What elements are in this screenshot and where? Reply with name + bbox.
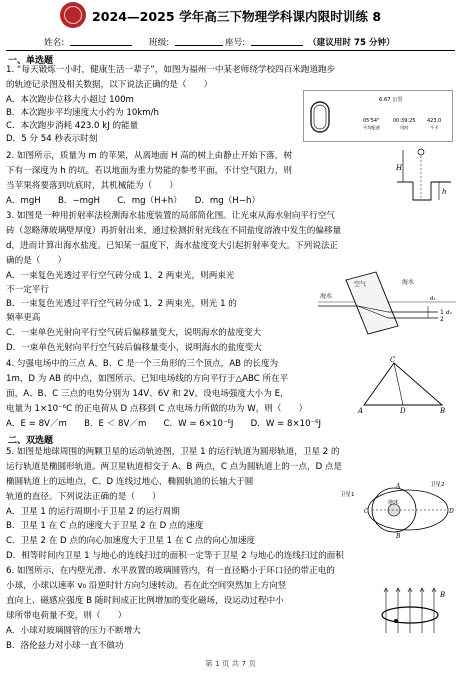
q4-stem-3: 面，A、B、C 三点的电势分别为 14V、6V 和 2V。设电场强度大小为 E， (6, 389, 289, 399)
figure-apple-fall (395, 146, 455, 206)
label-point-A: A (396, 483, 401, 490)
q5-stem-4: 轨道的直径。下列说法正确的是（ ） (6, 492, 161, 502)
run-duration: 00:39:25 (393, 118, 416, 124)
q3-stem-3: d，进而计算出海水盐度。已知某一温度下，海水盐度变大引起折射率变大。下列说法正 (6, 241, 339, 251)
q5-stem-2: 运行轨道是椭圆形轨道。两卫星轨道相交于 A、B 两点，C 点为圆轨道上的一点，D 点是 (6, 462, 343, 472)
q1-option-d[interactable]: D．5 分 54 秒表示时刻 (6, 134, 98, 144)
run-duration-label: 用时 (400, 125, 409, 130)
q2-stem-2: 下有一深度为 h 的坑。若以地面为重力势能的参考平面，不计空气阻力，则 (6, 166, 292, 176)
q1-option-a[interactable]: A．本次跑步位移大小超过 100m (6, 95, 134, 105)
pit-outline (413, 182, 431, 200)
figure-refraction-brick (318, 268, 456, 340)
q5-option-c[interactable]: C．卫星 2 在 D 点的向心加速度大于卫星 1 在 C 点的向心加速度 (6, 536, 256, 546)
charged-ball (394, 619, 398, 623)
label-H: H (396, 164, 403, 172)
figure-triangle-abc (350, 355, 452, 415)
page-footer: 第 1 页 共 7 页 (205, 659, 256, 668)
q3-option-a-1[interactable]: A．一束复色光透过平行空气砖分成 1、2 两束光，则两束光 (6, 271, 235, 281)
seat-blank[interactable] (251, 36, 303, 46)
label-B-field: B (440, 591, 446, 599)
label-point-D: D (449, 508, 454, 515)
section-double-choice: 二、双选题 (8, 436, 54, 446)
q5-option-a[interactable]: A．卫星 1 的运行周期小于卫星 2 的运行周期 (6, 507, 180, 517)
q3-stem-2: 砖（忽略薄玻璃壁厚度）再折射出来，通过检测折射光线在不同盐度溶液中发生的偏移量 (6, 226, 342, 236)
q1-stem-1: 1. “每天锻炼一小时，健康生活一辈子”，如图为福州一中某老师绕学校四百米跑道跑步 (6, 65, 336, 75)
q1-option-b[interactable]: B．本次跑步平均速度大小约为 10km/h (6, 108, 159, 118)
label-air: 空气 (354, 281, 367, 288)
name-label: 姓名: (44, 38, 65, 48)
label-seawater-right: 海水 (402, 279, 415, 286)
q3-option-d[interactable]: D．一束单色光射向平行空气砖后偏移量变小，说明海水的盐度变大 (6, 343, 262, 353)
label-satellite-1: 卫星1 (340, 492, 355, 498)
section-single-choice: 一、单选题 (8, 56, 54, 66)
label-point-C: C (364, 508, 369, 515)
q3-stem-1: 3. 如图是一种用折射率法检测海水盐度装置的局部简化图。让光束从海水射向平行空气 (6, 211, 335, 221)
page-title: 2024—2025 学年高三下物理学科课内限时训练 8 (92, 9, 382, 24)
q6-option-b[interactable]: B．洛伦兹力对小球一直不做功 (6, 641, 124, 651)
class-blank[interactable] (175, 36, 223, 46)
time-note: （建议用时 75 分钟） (308, 38, 395, 48)
q2-stem-3: 当苹果将要落到坑底时，其机械能为（ ） (6, 181, 178, 191)
q6-stem-4: 球所带电荷量不变，则（ ） (6, 611, 127, 621)
q6-stem-3: 直向上、磁感应强度 B 随时间成正比例增加的变化磁场，设运动过程中小 (6, 596, 284, 606)
q5-option-d[interactable]: D．相等时间内卫星 1 与地心的连线扫过的面积一定等于卫星 2 与地心的连线扫过的面积 (6, 551, 344, 561)
q4-stem-4: 电量为 1×10⁻⁶C 的正电荷从 D 点移到 C 点电场力所做的功为 W，则（ ） (6, 404, 308, 414)
school-logo-ring (64, 6, 82, 24)
q3-option-b-2[interactable]: 频率更高 (6, 313, 41, 323)
q5-option-b[interactable]: B．卫星 1 在 C 点的速度大于卫星 2 在 D 点的速度 (6, 521, 204, 531)
q6-stem-1: 6. 如图所示，在内壁光滑、水平放置的玻璃圆管内，有一直径略小于环口径的带正电的 (6, 566, 335, 576)
q5-stem-1: 5. 如图是地球周围的两颗卫星的运动轨迹图，卫星 1 的运行轨道为圆形轨道，卫星 2 的 (6, 447, 340, 457)
class-label: 班级: (149, 38, 170, 48)
label-point-B: B (396, 533, 401, 540)
figure-satellite-orbits (338, 476, 456, 542)
q2-options[interactable]: A．mgH B．−mgH C．mg（H+h） D．mg（H−h） (6, 196, 261, 206)
school-logo (60, 2, 86, 28)
label-satellite-2: 卫星2 (430, 482, 445, 488)
q4-stem-1: 4. 匀强电场中的三点 A、B、C 是一个三角形的三个顶点，AB 的长度为 (6, 359, 279, 369)
label-A: A (358, 407, 364, 415)
q5-stem-3: 椭圆轨道上的远地点，C、D 连线过地心，椭圆轨道的长轴大于圆 (6, 477, 254, 487)
triangle-abc (364, 363, 442, 405)
q3-stem-4: 确的是（ ） (6, 256, 67, 266)
header-divider (6, 50, 455, 51)
q1-stem-2: 的轨迹记录图及相关数据，以下说法正确的是（ ） (6, 80, 213, 90)
figure-running-record (303, 90, 453, 142)
q4-stem-2: 1m，D 为 AB 的中点，如图所示。已知电场线的方向平行于△ABC 所在平 (6, 374, 289, 384)
label-seawater-left: 海水 (320, 293, 333, 300)
name-blank[interactable] (70, 36, 132, 46)
run-pace: 05'54" (363, 118, 380, 124)
run-energy: 423.0 (427, 118, 442, 124)
q3-option-a-2[interactable]: 不一定平行 (6, 285, 49, 295)
label-D: D (400, 407, 406, 415)
q2-stem-1: 2. 如图所示，质量为 m 的苹果，从离地面 H 高的树上由静止开始下落，树 (6, 151, 292, 161)
field-lines (384, 588, 436, 633)
label-ray-2: 2 (440, 316, 444, 323)
label-B: B (440, 407, 446, 415)
q3-option-b-1[interactable]: B．一束复色光透过平行空气砖分成 1、2 两束光，则光 1 的 (6, 299, 237, 309)
label-d1: d₁ (430, 296, 436, 302)
label-earth: 地球 (388, 500, 399, 506)
figure-ring-magnetic (376, 585, 452, 637)
apple-icon (418, 149, 424, 155)
label-d2: d₂ (446, 310, 452, 316)
seat-label: 座号: (225, 38, 246, 48)
run-energy-label: 千卡 (430, 125, 439, 130)
label-h: h (442, 188, 447, 196)
q4-options[interactable]: A．E = 8V／m B．E ＜ 8V／m C．W = 6×10⁻⁶J D．W = 8×10⁻⁶J (6, 419, 322, 429)
q6-stem-2: 小球，小球以速率 v₀ 沿逆时针方向匀速转动。若在此空间突然加上方向竖 (6, 581, 287, 591)
q3-option-c[interactable]: C．一束单色光射向平行空气砖后偏移量变大，说明海水的盐度变大 (6, 328, 262, 338)
run-distance: 6.67 公里 (379, 97, 403, 103)
q6-option-a[interactable]: A．小球对玻璃圆管的压力不断增大 (6, 626, 141, 636)
label-C: C (390, 356, 396, 364)
q1-option-c[interactable]: C．本次跑步消耗 423.0 kJ 的能量 (6, 121, 139, 131)
label-ray-1: 1 (440, 309, 444, 316)
run-pace-label: 平均配速 (363, 125, 380, 130)
